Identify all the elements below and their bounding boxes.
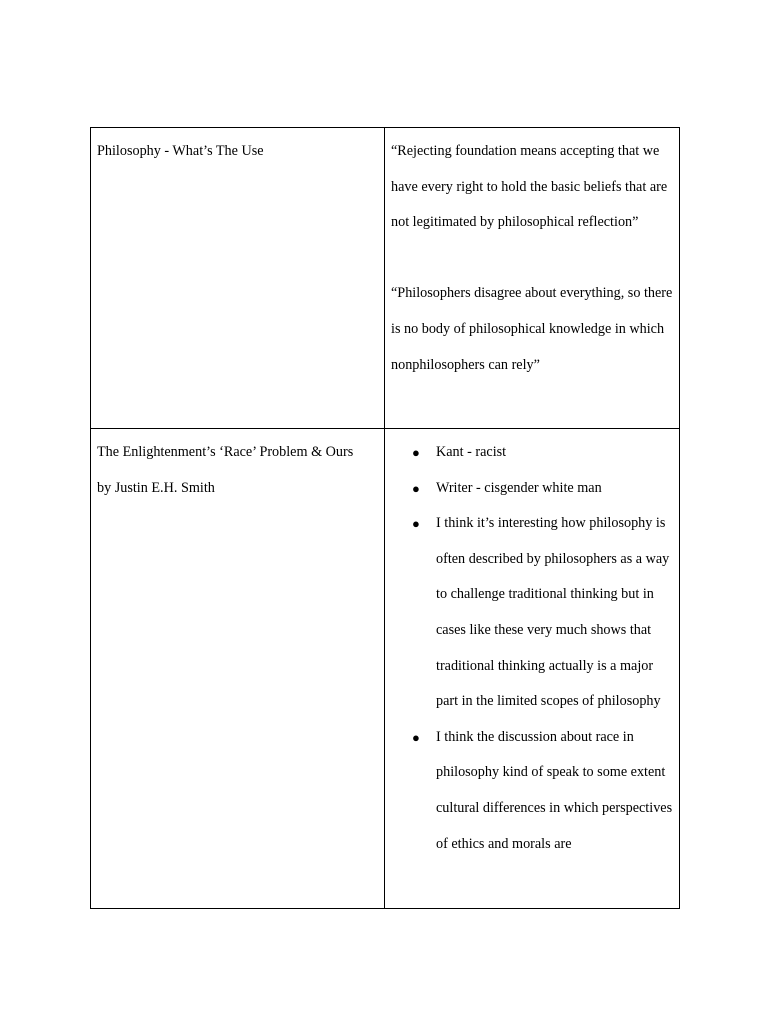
list-item [391,435,673,471]
list-item-text: I think it’s interesting how philosophy is often described by philosophers as a way to challenge traditional thinking but in cases like these very much shows that traditional thinking actually is a major part in the limited scopes of philosophy [436,515,670,710]
bullet-icon: ● [412,729,420,745]
topic-cell [91,429,385,909]
notes-table [90,127,680,909]
topic-title: Philosophy - What’s The Use [97,143,264,159]
list-item-text: Kant - racist [436,444,507,460]
topic-title: The Enlightenment’s ‘Race’ Problem & Ours [97,444,354,460]
list-item-text: Writer - cisgender white man [436,479,602,496]
quote-text: “Philosophers disagree about everything, so there is no body of philosophical knowledge in which nonphilosophers can rely” [391,285,673,373]
bullet-icon: ● [412,445,420,460]
notes-bullet-list [391,435,673,862]
bullet-icon: ● [412,516,420,532]
table-row [91,429,680,909]
bullet-icon: ● [412,480,420,496]
list-item [391,471,673,507]
list-item-text: I think the discussion about race in philosophy kind of speak to some extent cultural differences in which perspectives of ethics and morals are [436,728,673,852]
notes-cell [385,128,680,429]
table-row [91,128,680,429]
quote-spacer [391,241,673,277]
topic-author: by Justin E.H. Smith [97,479,215,496]
topic-cell [91,128,385,429]
notes-cell [385,429,680,909]
quote-text: “Rejecting foundation means accepting that we have every right to hold the basic beliefs that are not legitimated by philosophical reflection” [391,143,668,231]
list-item [391,720,673,862]
list-item [391,506,673,720]
